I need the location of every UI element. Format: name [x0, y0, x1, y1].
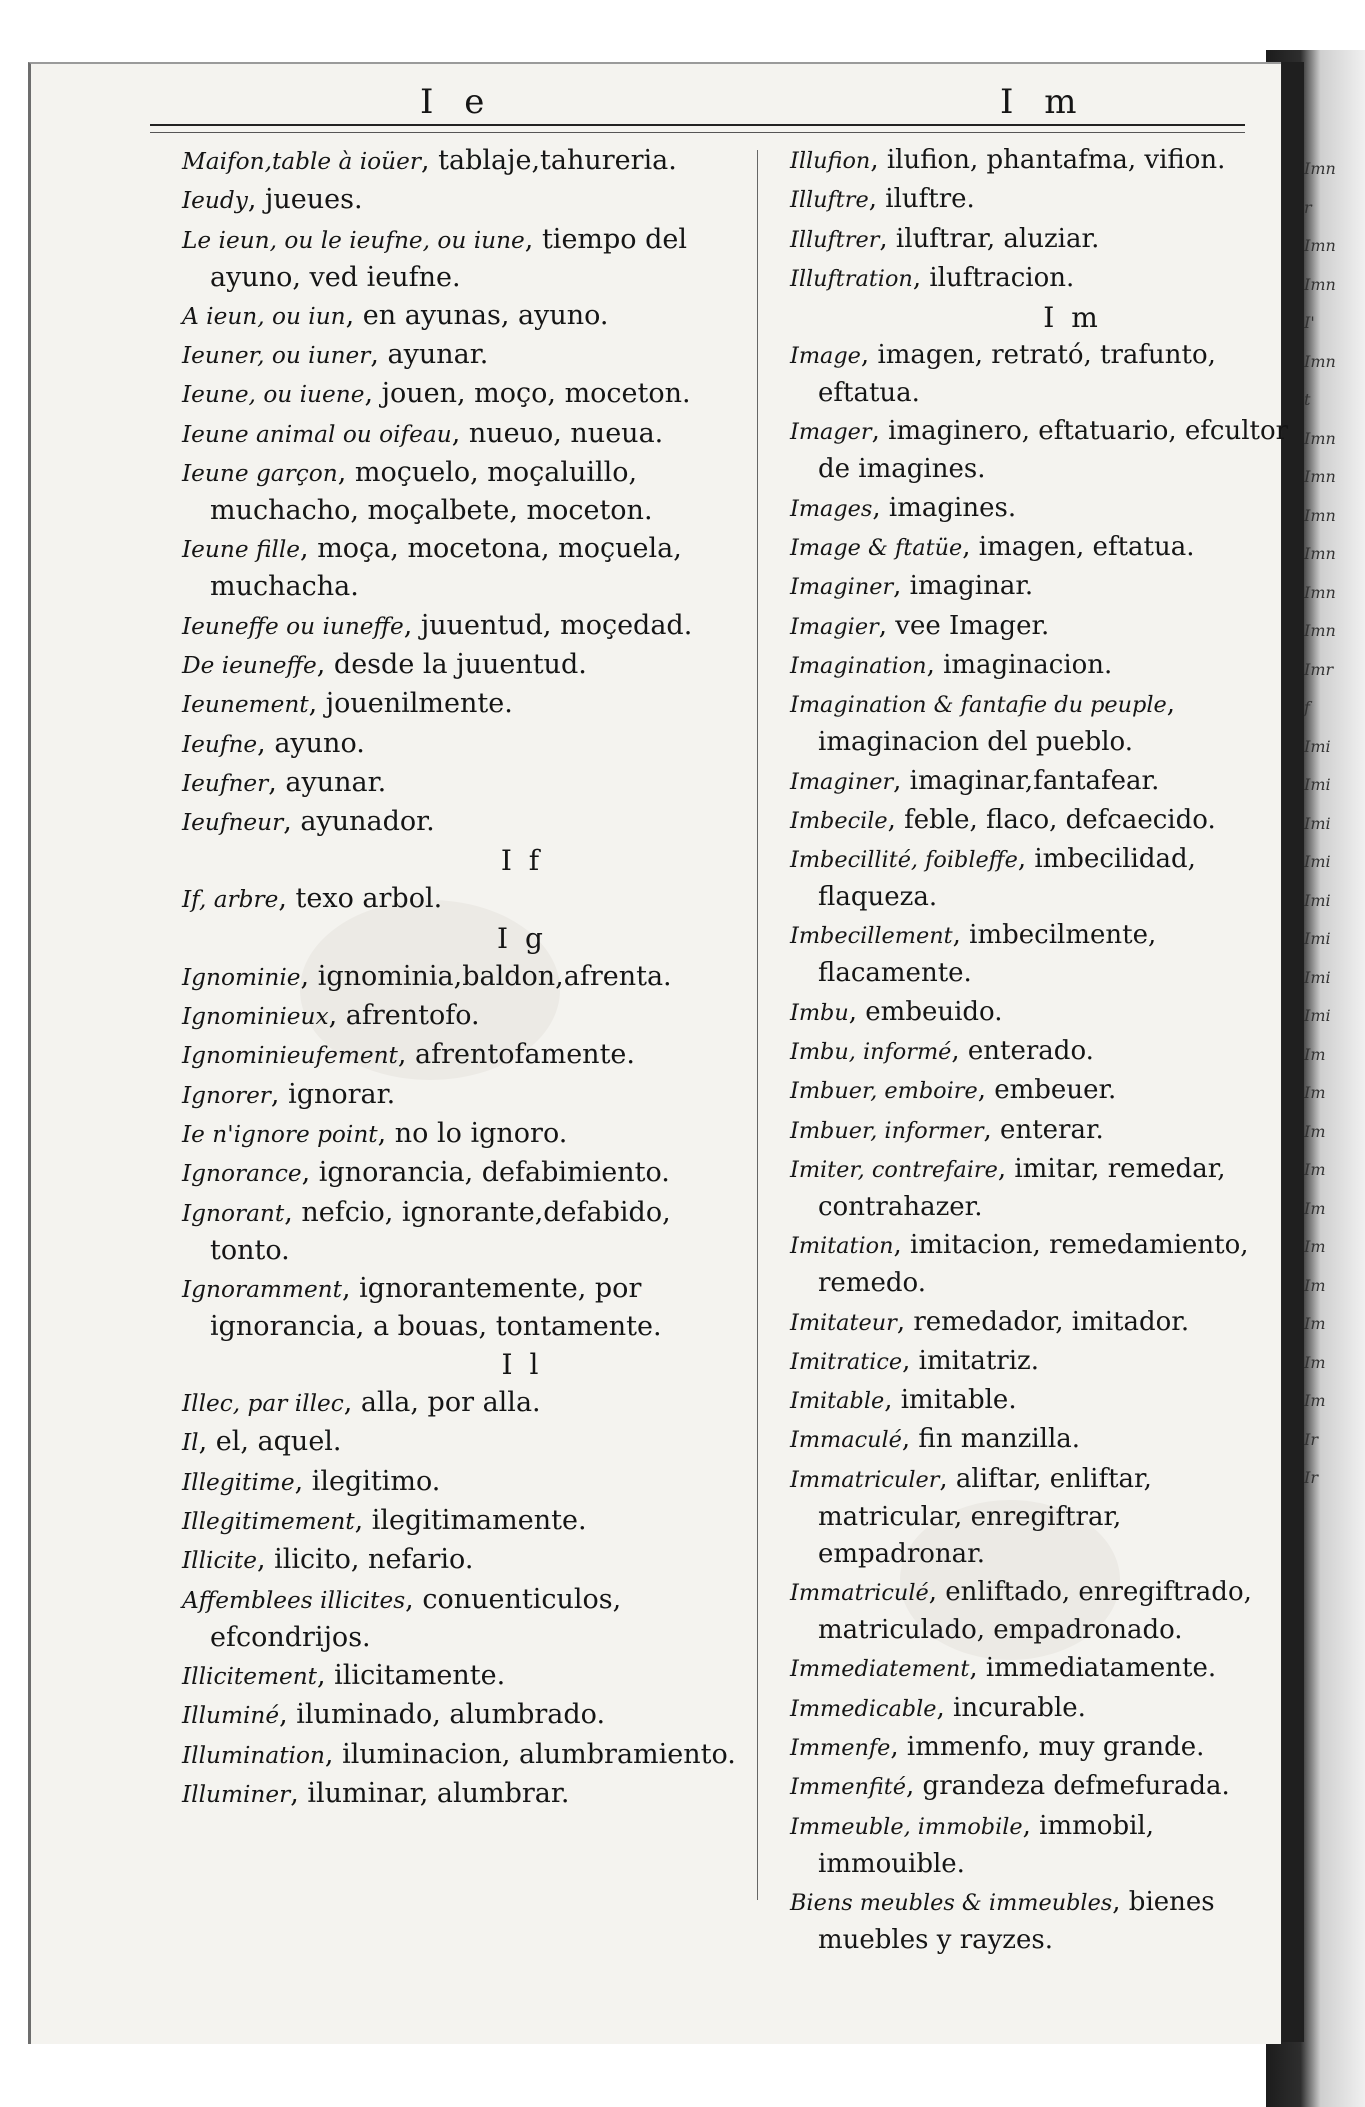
dictionary-entry	[790, 647, 1295, 685]
entry-translation: , conuenticulos, efcondrijos.	[210, 1583, 622, 1653]
entry-translation: , ayunar.	[268, 766, 387, 798]
dictionary-entry	[182, 221, 742, 296]
entry-translation: , ayunar.	[370, 339, 489, 371]
dictionary-entry	[182, 1423, 742, 1461]
entry-translation: , enterado.	[951, 1036, 1094, 1067]
entry-translation: , texo arbol.	[278, 883, 443, 915]
dictionary-entry	[790, 608, 1295, 646]
section-letter-heading: I l	[501, 1348, 543, 1382]
entry-headword: Imitateur	[790, 1309, 897, 1336]
entry-headword: Affemblees illicites	[182, 1586, 406, 1614]
entry-translation: , no lo ignoro.	[377, 1117, 568, 1149]
entry-headword: Ieudy	[182, 187, 248, 215]
entry-headword: Imager	[790, 419, 872, 446]
entry-headword: Le ieun, ou le ieufne, ou iune	[182, 226, 525, 254]
dictionary-entry	[790, 260, 1295, 298]
right-column	[790, 142, 1295, 1960]
adjacent-page-edge	[1304, 150, 1365, 1950]
dictionary-entry	[182, 880, 742, 918]
dictionary-entry	[790, 490, 1295, 528]
entry-translation: , imagen, retrató, trafunto, eftatua.	[818, 340, 1216, 409]
adjacent-page-fragment: Im	[1304, 1083, 1326, 1102]
dictionary-entry	[182, 958, 742, 996]
adjacent-page-fragment: Im	[1304, 1314, 1326, 1333]
dictionary-entry	[182, 1775, 742, 1813]
entry-translation: , ignominia,baldon,afrenta.	[300, 960, 672, 992]
dictionary-entry	[182, 646, 742, 684]
adjacent-page-fragment: Imn	[1304, 467, 1336, 486]
entry-headword: Ie n'ignore point	[182, 1120, 378, 1148]
dictionary-entry	[182, 1581, 742, 1656]
entry-translation: , ilufion, phantafma, vifion.	[870, 145, 1226, 175]
dictionary-entry	[182, 530, 742, 605]
adjacent-page-fragment: Im	[1304, 1237, 1326, 1256]
running-head-left: I e	[420, 82, 495, 122]
section-letter-heading: I m	[1043, 301, 1102, 335]
dictionary-entry	[182, 1541, 742, 1579]
adjacent-page-fragment: Im	[1304, 1044, 1326, 1064]
entry-translation: , immobil, immouible.	[818, 1810, 1155, 1879]
dictionary-entry	[790, 917, 1295, 992]
column-divider	[757, 150, 758, 1900]
entry-headword: Ieune, ou iuene	[182, 381, 365, 409]
dictionary-entry	[182, 1696, 742, 1734]
adjacent-page-fragment: Im	[1304, 1160, 1326, 1179]
entry-translation: , ignorancia, defabimiento.	[301, 1157, 670, 1189]
adjacent-page-fragment: Imi	[1304, 775, 1331, 794]
adjacent-page-fragment: Imi	[1304, 929, 1331, 948]
adjacent-page-fragment: Imi	[1304, 967, 1331, 987]
adjacent-page-fragment: Imr	[1304, 659, 1334, 679]
dictionary-entry	[790, 1729, 1295, 1767]
entry-headword: Immatriculé	[790, 1580, 929, 1607]
entry-translation: , vee Imager.	[878, 610, 1050, 641]
dictionary-entry	[182, 1036, 742, 1074]
entry-translation: , imaginar,fantafear.	[893, 765, 1160, 796]
entry-headword: Illicite	[182, 1547, 257, 1575]
dictionary-entry	[182, 375, 742, 413]
entry-translation: , imaginacion del pueblo.	[818, 689, 1175, 758]
dictionary-entry	[182, 1194, 742, 1269]
entry-headword: Ignorant	[182, 1199, 285, 1227]
dictionary-entry	[790, 1421, 1295, 1459]
entry-translation: , ilicito, nefario.	[256, 1544, 474, 1576]
adjacent-page-fragment: Im	[1304, 1391, 1326, 1410]
dictionary-entry	[182, 454, 742, 529]
entry-translation: , ayuno.	[257, 727, 365, 759]
entry-headword: Ieune fille	[182, 536, 301, 564]
entry-translation: , fin manzilla.	[901, 1424, 1081, 1455]
entry-translation: , ignorantemente, por ignorancia, a bouas, tontamente.	[210, 1272, 662, 1342]
dictionary-entry	[790, 686, 1295, 761]
entry-translation: , imbecilidad, flaqueza.	[818, 844, 1196, 913]
dictionary-entry	[790, 1227, 1295, 1302]
entry-translation: , iluminacion, alumbramiento.	[324, 1738, 736, 1770]
adjacent-page-fragment: Im	[1304, 1275, 1326, 1295]
dictionary-entry	[182, 997, 742, 1035]
entry-headword: Imbu, informé	[790, 1039, 952, 1066]
entry-headword: Imitratice	[790, 1348, 903, 1375]
entry-translation: , jueues.	[247, 184, 363, 216]
entry-translation: , ilegitimamente.	[354, 1505, 587, 1537]
entry-translation: , jouen, moço, moceton.	[364, 378, 691, 410]
entry-translation: , aliftar, enliftar, matricular, enregiftrar, empadronar.	[818, 1463, 1152, 1569]
entry-translation: , embeuer.	[977, 1075, 1117, 1106]
adjacent-page-fragment: Imn	[1304, 544, 1336, 563]
adjacent-page-fragment: Ir	[1304, 1468, 1318, 1487]
entry-headword: Ieufne	[182, 730, 258, 758]
adjacent-page-fragment: Imn	[1304, 582, 1336, 602]
entry-headword: Imbecillité, foibleffe	[790, 847, 1018, 874]
entry-translation: , imaginacion.	[926, 649, 1113, 680]
entry-headword: Immatriculer	[790, 1466, 940, 1493]
adjacent-page-fragment: Imi	[1304, 736, 1331, 756]
dictionary-entry	[182, 1502, 742, 1540]
dictionary-entry	[790, 1151, 1295, 1226]
dictionary-entry	[182, 1270, 742, 1345]
entry-headword: Imagier	[790, 613, 879, 640]
entry-translation: , alla, por alla.	[343, 1387, 541, 1419]
entry-headword: Immaculé	[790, 1427, 902, 1454]
entry-headword: Ignorance	[182, 1160, 302, 1188]
entry-headword: Ignominieux	[182, 1003, 329, 1031]
entry-translation: , immenfo, muy grande.	[890, 1731, 1205, 1762]
dictionary-entry	[182, 803, 742, 841]
entry-translation: , ilegitimo.	[294, 1465, 441, 1497]
entry-translation: , afrentofo.	[328, 1000, 480, 1032]
entry-headword: Illuftration	[790, 265, 913, 292]
section-letter-heading: I g	[497, 921, 547, 955]
entry-translation: , imitatriz.	[902, 1345, 1040, 1376]
adjacent-page-fragment: Imn	[1304, 159, 1336, 178]
entry-headword: Illec, par illec	[182, 1390, 344, 1418]
entry-headword: Immenfité	[790, 1774, 907, 1801]
dictionary-entry	[790, 142, 1295, 180]
entry-translation: , imaginero, eftatuario, efcultor de imagines.	[818, 416, 1289, 485]
dictionary-entry	[790, 568, 1295, 606]
entry-headword: Ieuneffe ou iuneffe	[182, 612, 404, 640]
dictionary-entry	[182, 1657, 742, 1695]
entry-headword: Immedicable	[790, 1695, 937, 1722]
entry-translation: , juuentud, moçedad.	[403, 609, 693, 641]
entry-headword: De ieuneffe	[182, 651, 317, 679]
adjacent-page-fragment: t	[1304, 390, 1311, 409]
entry-headword: Ieuner, ou iuner	[182, 342, 371, 370]
adjacent-page-fragment: Imn	[1304, 274, 1336, 294]
entry-translation: , nueuo, nueua.	[451, 417, 664, 449]
running-head-right: I m	[1000, 82, 1087, 122]
entry-headword: Ieufner	[182, 769, 269, 797]
dictionary-entry	[790, 1033, 1295, 1071]
entry-headword: Immediatement	[790, 1656, 970, 1683]
entry-translation: , imitable.	[884, 1385, 1017, 1416]
dictionary-entry	[790, 1461, 1295, 1573]
adjacent-page-fragment: Imn	[1304, 351, 1336, 371]
entry-translation: , iluftre.	[868, 184, 975, 215]
entry-translation: , imitacion, remedamiento, remedo.	[818, 1230, 1249, 1299]
dictionary-entry	[790, 841, 1295, 916]
dictionary-entry	[182, 181, 742, 219]
dictionary-entry	[790, 1884, 1295, 1959]
dictionary-entry	[790, 529, 1295, 567]
dictionary-entry	[790, 1343, 1295, 1381]
left-column	[182, 142, 742, 1814]
entry-headword: Illuminé	[182, 1702, 280, 1730]
dictionary-entry	[790, 1768, 1295, 1806]
entry-translation: , iluftracion.	[912, 262, 1075, 293]
entry-translation: , immediatamente.	[969, 1653, 1217, 1684]
dictionary-entry	[790, 1808, 1295, 1883]
adjacent-page-fragment: Imn	[1304, 621, 1336, 640]
adjacent-page-fragment: I'	[1304, 313, 1315, 332]
entry-translation: , imbecilmente, flacamente.	[818, 920, 1157, 989]
dictionary-entry	[790, 337, 1295, 412]
adjacent-page-fragment: Imn	[1304, 236, 1336, 255]
entry-headword: Imaginer	[790, 574, 894, 601]
adjacent-page-fragment: Im	[1304, 1121, 1326, 1141]
dictionary-entry	[182, 1076, 742, 1114]
entry-headword: Illegitime	[182, 1468, 295, 1496]
entry-translation: , remedador, imitador.	[896, 1306, 1190, 1337]
section-letter-heading: I f	[500, 844, 544, 878]
entry-translation: , feble, flaco, defcaecido.	[887, 804, 1216, 835]
entry-translation: , incurable.	[936, 1692, 1086, 1723]
dictionary-entry	[790, 994, 1295, 1032]
entry-headword: Ieufneur	[182, 809, 284, 837]
entry-translation: , tablaje,tahureria.	[420, 145, 677, 176]
entry-headword: Image & ftatüe	[790, 535, 963, 562]
entry-translation: , desde la juuentud.	[316, 648, 587, 680]
entry-headword: Imbecillement	[790, 923, 953, 950]
dictionary-entry	[790, 221, 1295, 259]
dictionary-entry	[182, 1384, 742, 1422]
entry-headword: If, arbre	[182, 886, 279, 914]
dictionary-entry	[790, 413, 1295, 488]
entry-headword: Illuftrer	[790, 226, 880, 253]
dictionary-entry	[182, 764, 742, 802]
dictionary-entry	[182, 297, 742, 335]
entry-headword: Imitable	[790, 1388, 885, 1415]
dictionary-entry	[790, 181, 1295, 219]
entry-translation: , tiempo del ayuno, ved ieufne.	[210, 223, 688, 293]
dictionary-entry	[182, 142, 742, 180]
dictionary-entry	[790, 1650, 1295, 1688]
entry-headword: Image	[790, 343, 861, 370]
adjacent-page-fragment: Im	[1304, 1198, 1326, 1218]
entry-translation: , ilicitamente.	[317, 1659, 506, 1691]
entry-headword: Imitation	[790, 1233, 894, 1260]
entry-headword: Imiter, contrefaire	[790, 1156, 998, 1183]
entry-headword: Illegitimement	[182, 1508, 355, 1536]
entry-translation: , iluminar, alumbrar.	[290, 1777, 570, 1809]
adjacent-page-fragment: Ir	[1304, 1429, 1318, 1449]
entry-headword: Illufion	[790, 148, 871, 174]
entry-headword: Imbu	[790, 999, 849, 1026]
dictionary-entry	[182, 685, 742, 723]
dictionary-entry	[790, 763, 1295, 801]
entry-translation: , en ayunas, ayuno.	[345, 299, 609, 331]
entry-headword: Imagination	[790, 652, 927, 679]
dictionary-entry	[182, 1115, 742, 1153]
adjacent-page-fragment: Imi	[1304, 852, 1331, 871]
entry-headword: Ignoramment	[182, 1275, 342, 1303]
entry-translation: , enliftado, enregiftrado, matriculado, empadronado.	[818, 1577, 1252, 1646]
header-rule-thin	[150, 132, 1245, 133]
entry-headword: Biens meubles & immeubles	[790, 1889, 1113, 1916]
dictionary-entry	[182, 1154, 742, 1192]
adjacent-page-fragment: f	[1304, 698, 1310, 717]
entry-headword: Ieune animal ou oifeau	[182, 420, 452, 448]
entry-headword: Ignominieufement	[182, 1042, 398, 1070]
entry-headword: Ignominie	[182, 963, 301, 991]
dictionary-entry	[790, 1690, 1295, 1728]
entry-translation: , el, aquel.	[198, 1426, 342, 1458]
entry-translation: , iluminado, alumbrado.	[279, 1699, 606, 1731]
adjacent-page-fragment: Imi	[1304, 813, 1331, 833]
entry-translation: , imitar, remedar, contrahazer.	[818, 1153, 1226, 1222]
entry-translation: , bienes muebles y rayzes.	[818, 1886, 1215, 1955]
entry-headword: Immenfe	[790, 1734, 891, 1761]
adjacent-page-fragment: Imi	[1304, 890, 1331, 910]
entry-translation: , iluftrar, aluziar.	[879, 223, 1100, 254]
entry-headword: Illumination	[182, 1741, 325, 1769]
entry-translation: , moça, mocetona, moçuela, muchacha.	[210, 533, 682, 603]
adjacent-page-fragment: r	[1304, 197, 1312, 217]
dictionary-entry	[182, 725, 742, 763]
entry-headword: Immeuble, immobile	[790, 1813, 1023, 1840]
entry-headword: Il	[182, 1429, 199, 1457]
entry-headword: Images	[790, 495, 873, 522]
dictionary-entry	[182, 1736, 742, 1774]
entry-headword: Imbuer, emboire	[790, 1078, 978, 1105]
dictionary-entry	[182, 415, 742, 453]
entry-translation: , enterar.	[983, 1114, 1104, 1145]
adjacent-page-fragment: Imi	[1304, 1006, 1331, 1025]
dictionary-entry	[182, 1463, 742, 1501]
dictionary-entry	[182, 336, 742, 374]
dictionary-entry	[790, 1072, 1295, 1110]
entry-headword: Illuftre	[790, 187, 869, 214]
entry-translation: , embeuido.	[848, 996, 1003, 1027]
entry-translation: , imagen, eftatua.	[962, 532, 1195, 563]
entry-translation: , moçuelo, moçaluillo, muchacho, moçalbete, moceton.	[210, 457, 653, 527]
dictionary-entry	[790, 1304, 1295, 1342]
entry-headword: Imbuer, informer	[790, 1117, 984, 1144]
entry-translation: , imaginar.	[893, 571, 1034, 602]
entry-headword: Imbecile	[790, 807, 888, 834]
entry-headword: Illicitement	[182, 1662, 317, 1690]
entry-translation: , afrentofamente.	[397, 1039, 635, 1071]
entry-headword: Imagination & fantafie du peuple	[790, 692, 1167, 719]
adjacent-page-fragment: Imn	[1304, 505, 1336, 525]
entry-translation: , grandeza defmefurada.	[906, 1771, 1230, 1802]
adjacent-page-fragment: Imn	[1304, 428, 1336, 448]
entry-headword: Imaginer	[790, 768, 894, 795]
dictionary-entry	[790, 1382, 1295, 1420]
entry-translation: , ignorar.	[270, 1078, 396, 1110]
dictionary-entry	[790, 1112, 1295, 1150]
entry-headword: Ieunement	[182, 691, 309, 719]
header-rule	[150, 124, 1245, 126]
entry-headword: Ignorer	[182, 1081, 271, 1109]
entry-headword: Ieune garçon	[182, 460, 338, 488]
entry-headword: Maifon,table à ioüer	[182, 148, 421, 175]
dictionary-entry	[182, 607, 742, 645]
adjacent-page-fragment: Im	[1304, 1352, 1326, 1372]
entry-translation: , imagines.	[872, 492, 1017, 523]
dictionary-entry	[790, 802, 1295, 840]
entry-translation: , jouenilmente.	[308, 688, 513, 720]
entry-headword: Illuminer	[182, 1780, 291, 1808]
entry-translation: , ayunador.	[283, 806, 435, 838]
entry-headword: A ieun, ou iun	[182, 302, 346, 330]
entry-translation: , nefcio, ignorante,defabido, tonto.	[210, 1196, 671, 1266]
dictionary-entry	[790, 1574, 1295, 1649]
